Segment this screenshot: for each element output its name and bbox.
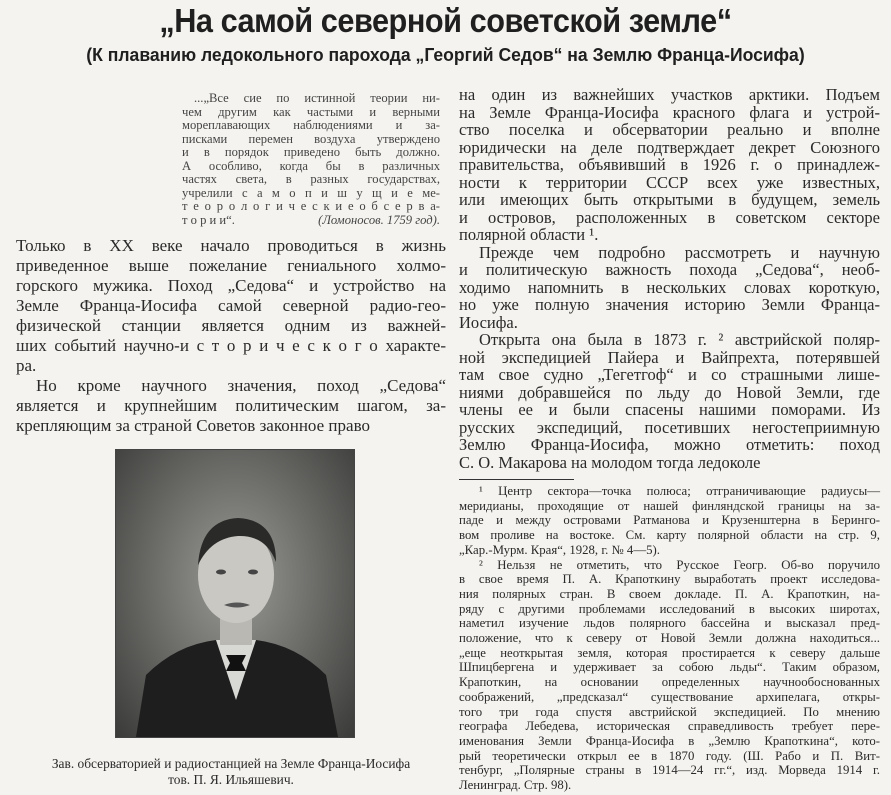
footnote-line: рый теоретически открыл ее в 1870 году. (Ш. Рабо и П. Вит- — [459, 748, 880, 763]
body-line: Землю Франца-Иосифа, можно отметить: поход — [459, 435, 880, 454]
footnote-line: в свое время П. А. Крапоткину выработать проект исследова- — [459, 572, 880, 587]
footnote-line: „еще неоткрытая земля, которая простирается к северу дальше — [459, 645, 880, 660]
caption-line: тов. П. Я. Ильяшевич. — [168, 772, 294, 787]
epigraph-line: чем другим как частыми и верными — [182, 104, 440, 119]
epigraph-line: т е о р о л о г и ч е с к и е о б с е р в а- — [182, 199, 440, 213]
epigraph-line: А особливо, когда бы в различных — [182, 158, 440, 173]
epigraph-line: учрелили с а м о п и ш у щ и е ме- — [182, 185, 440, 200]
body-line: ности к территории СССР всех уже известных, — [459, 172, 880, 192]
body-line: члены ее и были спасены нашими поморами. Из — [459, 400, 880, 419]
epigraph-line: мореплавающих наблюдениями и за- — [182, 118, 440, 132]
epigraph-line: т о р и и“. — [182, 212, 235, 227]
footnote-line: ² Нельзя не отметить, что Русское Геогр. Об-во поручило — [479, 557, 880, 572]
footnotes — [459, 484, 880, 793]
article-title: „На самой северной советской земле“ — [159, 2, 732, 39]
article-subtitle: (К плаванию ледокольного парохода „Георгий Седов“ на Землю Франца-Иосифа) — [86, 44, 805, 65]
footnote-line: того три года спустя австрийской экспедицией. По мнению — [459, 704, 880, 719]
body-line: и островов, расположенных в советском секторе — [459, 207, 880, 227]
footnote-line: наметил изучение льдов полярного бассейна и высказал пред- — [459, 616, 880, 631]
footnote-line: ряду с другими проблемами исследований в высоких широтах, — [459, 601, 880, 616]
body-line: является и крупнейшим политическим шагом, за- — [16, 396, 446, 415]
footnote-line: именования Земли Франца-Иосифа в „Землю Крапоткина“, кото- — [459, 733, 880, 748]
body-line: русских экспедиций, посетивших негостеприимную — [459, 417, 880, 437]
body-line: на Земле Франца-Иосифа красного флага и устрой- — [459, 102, 880, 122]
body-line: или имеющих быть открытыми в будущем, земель — [459, 190, 880, 209]
body-line: физической станции является одним из важней- — [16, 316, 446, 335]
epigraph-line: частях света, в разных государствах, — [182, 172, 440, 186]
caption-line: Зав. обсерваторией и радиостанцией на Земле Франца-Иосифа — [51, 756, 411, 771]
body-line: горского мужика. Поход „Седова“ и устройство на — [16, 276, 446, 295]
body-line: и политическую важность похода „Седова“, необ- — [459, 260, 880, 279]
footnote-line: тенбург, „Полярные страны в 1914—24 гг.“, изд. Морведа 1914 г. — [459, 763, 880, 778]
epigraph-line: и в порядок приведено быть должно. — [182, 145, 440, 159]
left-column-text — [16, 236, 446, 436]
epigraph-line: писками перемен воздуха утверждено — [182, 131, 440, 146]
body-line: С. О. Макарова на молодом тогда ледоколе — [459, 452, 761, 472]
body-line: юридически на деле подтверждает декрет Союзного — [459, 137, 880, 157]
epigraph-last-line — [182, 214, 440, 228]
photo-caption — [16, 756, 446, 788]
footnote-line: „Кар.-Мурм. Края“, 1928, г. № 4—5). — [459, 542, 660, 557]
body-line: Только в XX веке начало проводиться в жизнь — [16, 236, 446, 255]
body-line: Иосифа. — [459, 312, 518, 332]
body-line: ной экспедицией Пайера и Вайпрехта, потерявшей — [459, 347, 880, 367]
footnote-line: Ленинград. Стр. 98). — [459, 778, 572, 793]
body-line: ших событий научно-и с т о р и ч е с к о г о характе- — [16, 336, 446, 355]
footnote-line: ¹ Центр сектора—точка полюса; отграничивающие радиусы— — [479, 484, 880, 498]
footnote-line: географа Лебедева, историческая справедливость требует пере- — [459, 719, 880, 734]
epigraph-source: (Ломоносов. 1759 год). — [318, 212, 440, 227]
body-line: ходимо напомнить в нескольких словах короткую, — [459, 277, 880, 297]
body-line: Земле Франца-Иосифа самой северной радио-гео- — [16, 296, 446, 315]
footnote-line: Шпицбергена и удерживает за собою льды“. Таким образом, — [459, 660, 880, 675]
footnote-divider — [459, 479, 574, 480]
body-line: крепляющим за страной Советов законное право — [16, 416, 370, 435]
footnote-line: положение, что к северу от Новой Земли должна находиться... — [459, 631, 880, 646]
footnote-line: меридианы, проходящие от нашей финляндской границы на за- — [459, 498, 880, 513]
body-line: там свое судно „Тегетгоф“ и со страшными лише- — [459, 365, 880, 384]
footnote-line: ния полярных стран. В своем докладе. П. А. Крапоткин, на- — [459, 586, 880, 601]
right-column-text — [459, 86, 880, 471]
body-line: ство поселка и обсерватории реально и вполне — [459, 120, 880, 139]
body-line: ра. — [16, 356, 37, 375]
body-line: правительства, объявивший в 1926 г. о принадлеж- — [459, 155, 880, 174]
epigraph — [182, 92, 440, 227]
body-line: ниями добравшейся по льду до Новой Земли, где — [459, 382, 880, 402]
body-line: Но кроме научного значения, поход „Седова“ — [36, 376, 446, 395]
body-line: полярной области ¹. — [459, 225, 599, 244]
portrait-photo — [115, 449, 355, 738]
footnote-line: вом проливе на востоке. См. карту полярной области на стр. 9, — [459, 528, 880, 543]
body-line: приведенное выше пожелание гениального холмо- — [16, 256, 446, 275]
body-line: Прежде чем подробно рассмотреть и научную — [479, 242, 880, 262]
portrait-figure — [116, 450, 354, 737]
footnote-line: соображений, „предсказал“ существование архипелага, откры- — [459, 689, 880, 704]
body-line: на один из важнейших участков арктики. Подъем — [459, 85, 880, 104]
footnote-line: паде и между островами Ратманова и Крузенштерна в Беринго- — [459, 513, 880, 528]
body-line: Открыта она была в 1873 г. ² австрийской поляр- — [479, 330, 880, 349]
epigraph-line: ...„Все сие по истинной теории ни- — [194, 91, 440, 105]
footnote-line: Крапоткин, на основании определенных научнообоснованных — [459, 675, 880, 690]
body-line: но уже полную значения историю Земли Франца- — [459, 295, 880, 314]
